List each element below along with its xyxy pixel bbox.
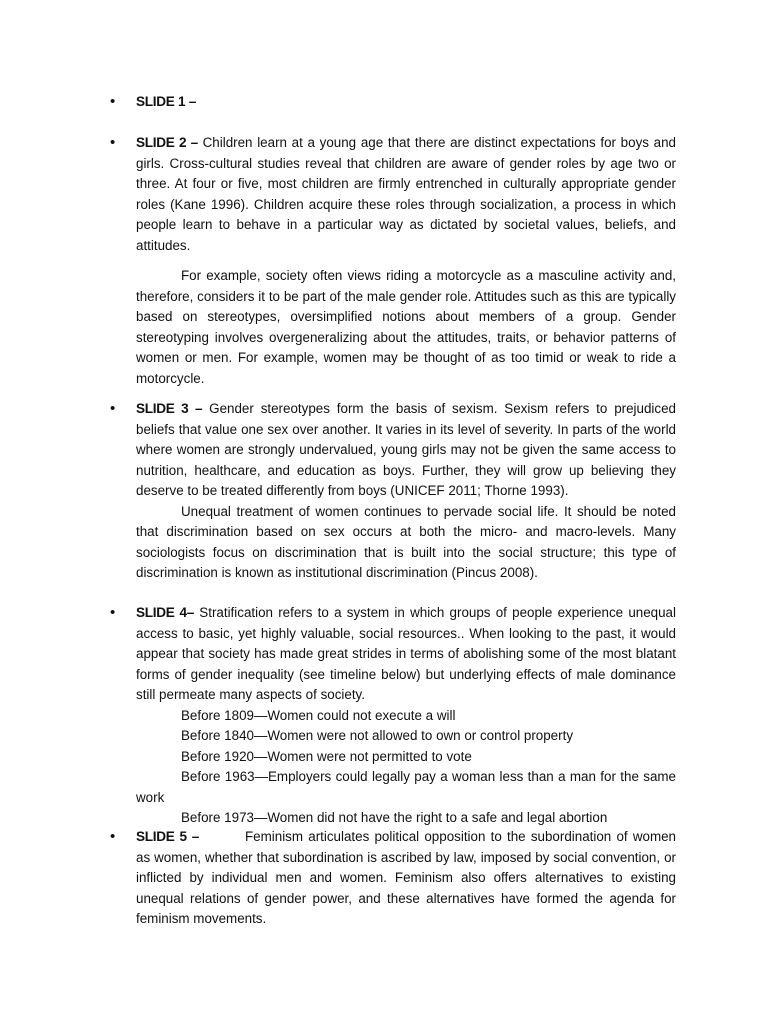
timeline-entry: Before 1809—Women could not execute a will — [181, 707, 456, 723]
bullet-icon: • — [110, 604, 116, 621]
slide-5-item — [110, 827, 676, 930]
timeline-entry: Before 1973—Women did not have the right to a safe and legal abortion — [181, 810, 608, 825]
bullet-icon: • — [110, 400, 116, 417]
gender-inequality-timeline — [136, 706, 676, 829]
slide-3-paragraph-2: Unequal treatment of women continues to pervade social life. It should be noted that discrimination based on sex occurs at both the micro- and macro-levels. Many sociologists focus on discrimination that is built into the social structure; this type of discrimination is known as institutional discrimination (Pincus 2008). — [136, 503, 676, 580]
bullet-icon: • — [110, 828, 116, 845]
timeline-entry: Before 1963—Employers could legally pay a woman less than a man for the same work — [136, 769, 676, 805]
slide-3-item — [110, 399, 676, 584]
slide-2-paragraph-1 — [136, 133, 676, 256]
timeline-entry: Before 1920—Women were not permitted to vote — [181, 748, 472, 764]
slide-2-paragraph-2: For example, society often views riding a motorcycle as a masculine activity and, therefore, considers it to be part of the male gender role. Attitudes such as this are typically based on stereotypes, oversimplified notions about members of a group. Gender stereotyping involves overgeneralizing about the attitudes, traits, or behavior patterns of women or men. For example, women may be thought of as too timid or weak to ride a motorcycle. — [136, 268, 676, 386]
slide-5-label: SLIDE 5 – — [136, 829, 199, 844]
slide-2-item — [110, 133, 676, 389]
slide-4-text-1: Stratification refers to a system in which groups of people experience unequal access to basic, yet highly valuable, social resources.. When looking to the past, it would appear that society has made great strides in terms of abolishing some of the most blatant forms of gender inequality (see timeline below) but underlying effects of male dominance still permeate many aspects of society. — [136, 605, 676, 702]
bullet-icon: • — [110, 93, 116, 110]
slide-3-text-1: Gender stereotypes form the basis of sexism. Sexism refers to prejudiced beliefs that value one sex over another. It varies in its level of severity. In parts of the world where women are strongly undervalued, young girls may not be given the same access to nutrition, healthcare, and education as boys. Further, they will grow up believing they deserve to be treated differently from boys (UNICEF 2011; Thorne 1993). — [136, 401, 676, 498]
timeline-entry: Before 1840—Women were not allowed to own or control property — [181, 728, 574, 743]
slide-1-label: SLIDE 1 – — [136, 94, 197, 109]
bullet-icon: • — [110, 134, 116, 151]
slide-5-text-1: Feminism articulates political opposition to the subordination of women as women, whether that subordination is ascribed by law, imposed by social convention, or inflicted by individual men and women. Feminism also offers alternatives to existing unequal relations of gender power, and these alternatives have formed the agenda for feminism movements. — [136, 829, 676, 926]
slide-4-label: SLIDE 4– — [136, 605, 195, 620]
slide-2-text-1: Children learn at a young age that there are distinct expectations for boys and girls. Cross-cultural studies reveal that children are aware of gender roles by age two or three. At four or five, most children are firmly entrenched in culturally appropriate gender roles (Kane 1996). Children acquire these roles through socialization, a process in which people learn to behave in a particular way as dictated by societal values, beliefs, and attitudes. — [136, 135, 676, 253]
slide-3-label: SLIDE 3 – — [136, 401, 203, 416]
slide-5-paragraph-1 — [136, 827, 676, 930]
slide-3-paragraph-1 — [136, 399, 676, 502]
slide-2-label: SLIDE 2 – — [136, 135, 198, 150]
slide-1-item — [110, 92, 676, 113]
slide-4-paragraph-1 — [136, 603, 676, 706]
slide-4-item — [110, 603, 676, 829]
